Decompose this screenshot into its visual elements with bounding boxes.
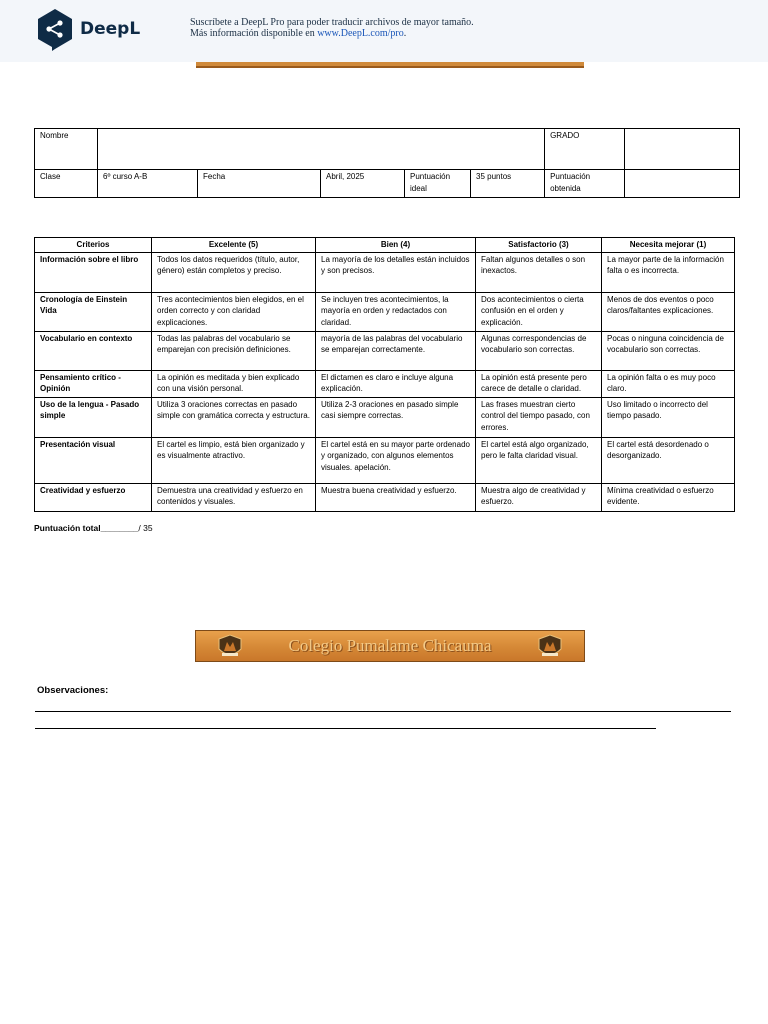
rubric-cell: Dos acontecimientos o cierta confusión en el orden y explicación.: [476, 292, 602, 331]
observaciones-label: Observaciones:: [37, 685, 109, 696]
grado-label: GRADO: [545, 129, 625, 170]
rubric-cell: Muestra algo de creatividad y esfuerzo.: [476, 483, 602, 511]
criterion-cell: Presentación visual: [35, 437, 152, 483]
clase-value: 6º curso A-B: [98, 170, 198, 198]
rubric-cell: El cartel está algo organizado, pero le falta claridad visual.: [476, 437, 602, 483]
rubric-header: Excelente (5): [152, 238, 316, 253]
rubric-cell: La opinión falta o es muy poco claro.: [602, 370, 735, 397]
deepl-pro-line1: Suscríbete a DeepL Pro para poder traducir archivos de mayor tamaño.: [190, 17, 474, 28]
table-row: [35, 370, 735, 397]
puntuacion-obtenida-field[interactable]: [625, 170, 740, 198]
deepl-pro-link[interactable]: www.DeepL.com/pro: [317, 28, 404, 39]
rubric-cell: Algunas correspondencias de vocabulario son correctas.: [476, 331, 602, 370]
table-row: [35, 292, 735, 331]
table-row: [35, 397, 735, 437]
fecha-label: Fecha: [198, 170, 321, 198]
rubric-cell: Todos los datos requeridos (título, autor, género) están completos y preciso.: [152, 252, 316, 292]
rubric-cell: Todas las palabras del vocabulario se emparejan con precisión definiciones.: [152, 331, 316, 370]
rubric-cell: Faltan algunos detalles o son inexactos.: [476, 252, 602, 292]
rubric-cell: Muestra buena creatividad y esfuerzo.: [316, 483, 476, 511]
rubric-cell: El dictamen es claro e incluye alguna explicación.: [316, 370, 476, 397]
school-crest-icon: [536, 633, 564, 660]
rubric-cell: La mayor parte de la información falta o es incorrecta.: [602, 252, 735, 292]
student-info-table: [34, 128, 740, 198]
puntuacion-ideal-label: Puntuación ideal: [405, 170, 471, 198]
criterion-cell: Creatividad y esfuerzo: [35, 483, 152, 511]
rubric-header: Criterios: [35, 238, 152, 253]
puntuacion-ideal-value: 35 puntos: [471, 170, 545, 198]
deepl-brand-name: DeepL: [80, 19, 141, 39]
rubric-cell: La mayoría de los detalles están incluidos y son precisos.: [316, 252, 476, 292]
rubric-cell: mayoría de las palabras del vocabulario se emparejan correctamente.: [316, 331, 476, 370]
rubric-header: Satisfactorio (3): [476, 238, 602, 253]
nombre-field[interactable]: [98, 129, 545, 170]
rubric-cell: Utiliza 3 oraciones correctas en pasado simple con gramática correcta y estructura.: [152, 397, 316, 437]
deepl-logo-icon[interactable]: [36, 8, 74, 52]
rubric-cell: Tres acontecimientos bien elegidos, en el orden correcto y con claridad explicaciones.: [152, 292, 316, 331]
total-score-label: Puntuación total________: [34, 523, 139, 533]
rubric-header-row: [35, 238, 735, 253]
puntuacion-obtenida-label: Puntuación obtenida: [545, 170, 625, 198]
deepl-pro-message: [190, 17, 474, 39]
criterion-cell: Uso de la lengua - Pasado simple: [35, 397, 152, 437]
rubric-cell: El cartel es limpio, está bien organizado y es visualmente atractivo.: [152, 437, 316, 483]
criterion-cell: Pensamiento crítico - Opinión: [35, 370, 152, 397]
criterion-cell: Vocabulario en contexto: [35, 331, 152, 370]
total-score: [34, 523, 153, 533]
rubric-cell: Utiliza 2-3 oraciones en pasado simple casi siempre correctas.: [316, 397, 476, 437]
rubric-header: Bien (4): [316, 238, 476, 253]
observaciones-line[interactable]: [35, 728, 656, 729]
rubric-cell: Mínima creatividad o esfuerzo evidente.: [602, 483, 735, 511]
rubric-cell: Demuestra una creatividad y esfuerzo en contenidos y visuales.: [152, 483, 316, 511]
rubric-header: Necesita mejorar (1): [602, 238, 735, 253]
clase-label: Clase: [35, 170, 98, 198]
grado-field[interactable]: [625, 129, 740, 170]
rubric-cell: Uso limitado o incorrecto del tiempo pasado.: [602, 397, 735, 437]
rubric-table: [34, 237, 735, 512]
school-name: Colegio Pumalame Chicauma: [288, 636, 492, 655]
rubric-cell: La opinión es meditada y bien explicado con una visión personal.: [152, 370, 316, 397]
nombre-label: Nombre: [35, 129, 98, 170]
criterion-cell: Información sobre el libro: [35, 252, 152, 292]
fecha-value: Abril, 2025: [321, 170, 405, 198]
deepl-pro-line2: Más información disponible en www.DeepL.com/pro.: [190, 28, 407, 39]
rubric-cell: Las frases muestran cierto control del tiempo pasado, con errores.: [476, 397, 602, 437]
table-row: [35, 252, 735, 292]
deepl-banner: [0, 0, 768, 62]
rubric-cell: Se incluyen tres acontecimientos, la mayoría en orden y redactados con claridad.: [316, 292, 476, 331]
total-score-max: / 35: [138, 523, 153, 533]
header-banner-strip: [196, 62, 584, 68]
rubric-cell: El cartel está desordenado o desorganizado.: [602, 437, 735, 483]
rubric-cell: El cartel está en su mayor parte ordenado y organizado, con algunos elementos visuales. apelación.: [316, 437, 476, 483]
table-row: [35, 437, 735, 483]
criterion-cell: Cronología de Einstein Vida: [35, 292, 152, 331]
observaciones-line[interactable]: [35, 711, 731, 712]
rubric-cell: Pocas o ninguna coincidencia de vocabulario son correctas.: [602, 331, 735, 370]
rubric-cell: La opinión está presente pero carece de detalle o claridad.: [476, 370, 602, 397]
table-row: [35, 331, 735, 370]
school-banner: [195, 630, 585, 662]
rubric-cell: Menos de dos eventos o poco claros/faltantes explicaciones.: [602, 292, 735, 331]
table-row: [35, 483, 735, 511]
